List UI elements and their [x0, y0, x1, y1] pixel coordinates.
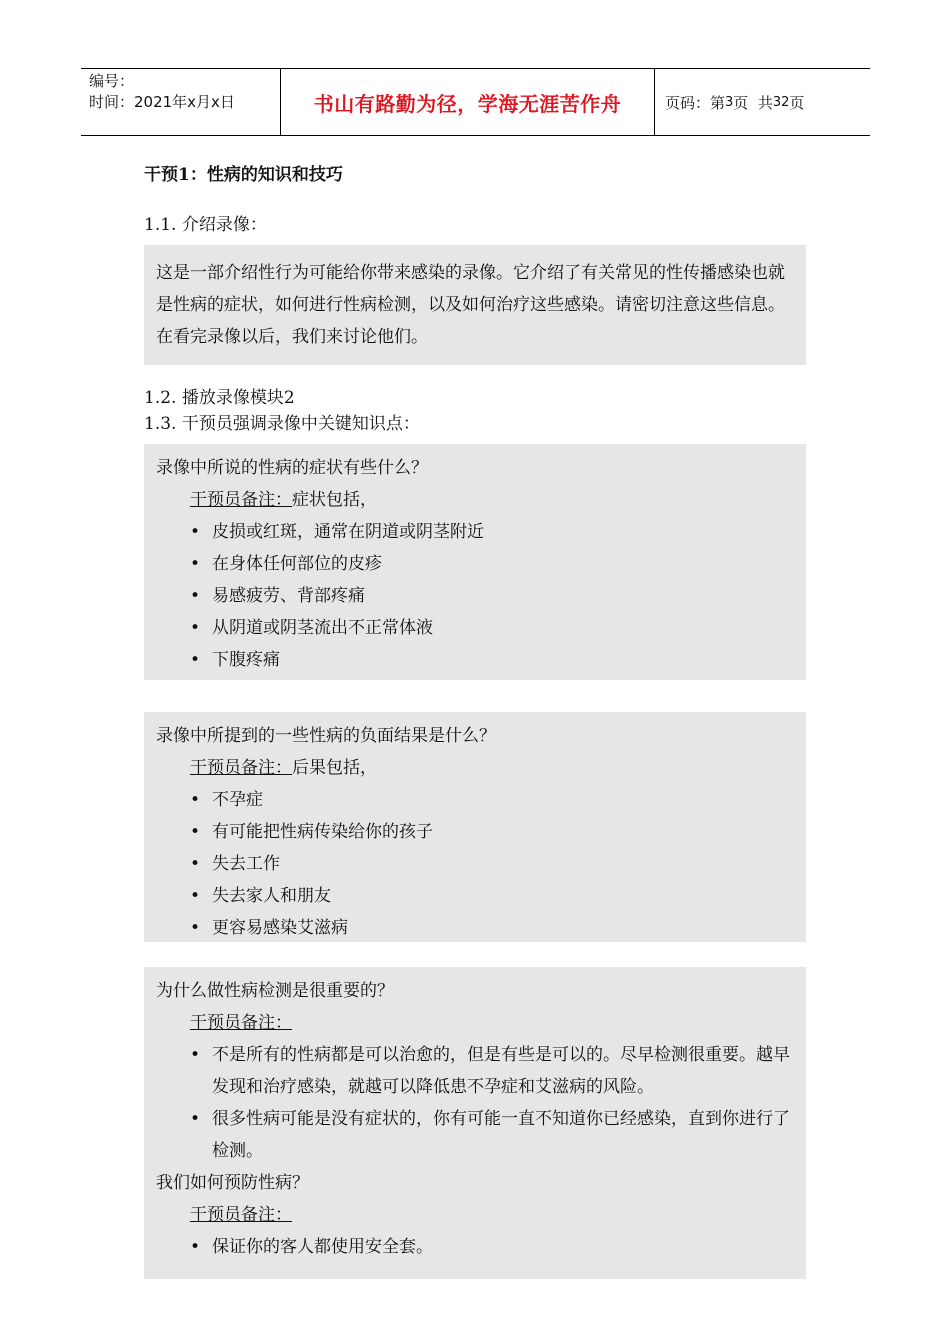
subsection-1-3: 1.3. 干预员强调录像中关键知识点：	[144, 414, 420, 434]
page-header	[81, 68, 870, 136]
testing-list	[156, 1039, 794, 1167]
list-item: • 失去家人和朋友	[190, 880, 794, 912]
header-meta	[81, 69, 281, 135]
note-label: 干预员备注：	[190, 1013, 292, 1033]
serial-label: 编号：	[89, 72, 135, 90]
trainer-note	[190, 752, 794, 784]
prevention-list	[156, 1231, 794, 1263]
question-box-consequences	[144, 712, 806, 942]
list-item: • 保证你的客人都使用安全套。	[190, 1231, 794, 1263]
question-text: 我们如何预防性病？	[156, 1173, 309, 1193]
page-total: 32	[772, 94, 790, 110]
list-item: • 下腹疼痛	[190, 644, 794, 676]
list-item: • 不孕症	[190, 784, 794, 816]
note-text: 症状包括，	[292, 490, 377, 510]
note-label: 干预员备注：	[190, 490, 292, 510]
intro-box	[144, 245, 806, 365]
list-item: • 更容易感染艾滋病	[190, 912, 794, 944]
header-motto: 书山有路勤为径，学海无涯苦作舟	[281, 69, 655, 135]
list-item: • 从阴道或阴茎流出不正常体液	[190, 612, 794, 644]
intro-text: 这是一部介绍性行为可能给你带来感染的录像。它介绍了有关常见的性传播感染也就是性病的症状，如何进行性病检测，以及如何治疗这些感染。请密切注意这些信息。在看完录像以后，我们来讨论他们。	[156, 263, 785, 347]
question-text: 录像中所说的性病的症状有些什么？	[156, 458, 428, 478]
symptom-list	[156, 516, 794, 676]
consequence-list	[156, 784, 794, 944]
trainer-note	[190, 484, 794, 516]
trainer-note	[190, 1007, 794, 1039]
date-label: 时间：2021年x月x日	[89, 93, 235, 111]
page-current: 3	[725, 94, 734, 110]
section-heading: 干预1：性病的知识和技巧	[144, 165, 343, 185]
list-item: • 有可能把性病传染给你的孩子	[190, 816, 794, 848]
list-item: • 皮损或红斑，通常在阴道或阴茎附近	[190, 516, 794, 548]
list-item: • 不是所有的性病都是可以治愈的，但是有些是可以的。尽早检测很重要。越早发现和治疗感染，就越可以降低患不孕症和艾滋病的风险。	[190, 1039, 794, 1103]
note-label: 干预员备注：	[190, 1205, 292, 1225]
list-item: • 很多性病可能是没有症状的，你有可能一直不知道你已经感染，直到你进行了检测。	[190, 1103, 794, 1167]
list-item: • 在身体任何部位的皮疹	[190, 548, 794, 580]
question-text: 录像中所提到的一些性病的负面结果是什么？	[156, 726, 496, 746]
question-text: 为什么做性病检测是很重要的？	[156, 981, 394, 1001]
list-item: • 失去工作	[190, 848, 794, 880]
trainer-note	[190, 1199, 794, 1231]
list-item: • 易感疲劳、背部疼痛	[190, 580, 794, 612]
subsection-1-2: 1.2. 播放录像模块2	[144, 388, 295, 408]
question-box-symptoms	[144, 444, 806, 680]
note-label: 干预员备注：	[190, 758, 292, 778]
question-box-testing-prevention	[144, 967, 806, 1279]
page-number: 页码：第 3 页 共 32 页	[665, 93, 805, 112]
subsection-1-1: 1.1. 介绍录像：	[144, 215, 267, 235]
note-text: 后果包括，	[292, 758, 377, 778]
